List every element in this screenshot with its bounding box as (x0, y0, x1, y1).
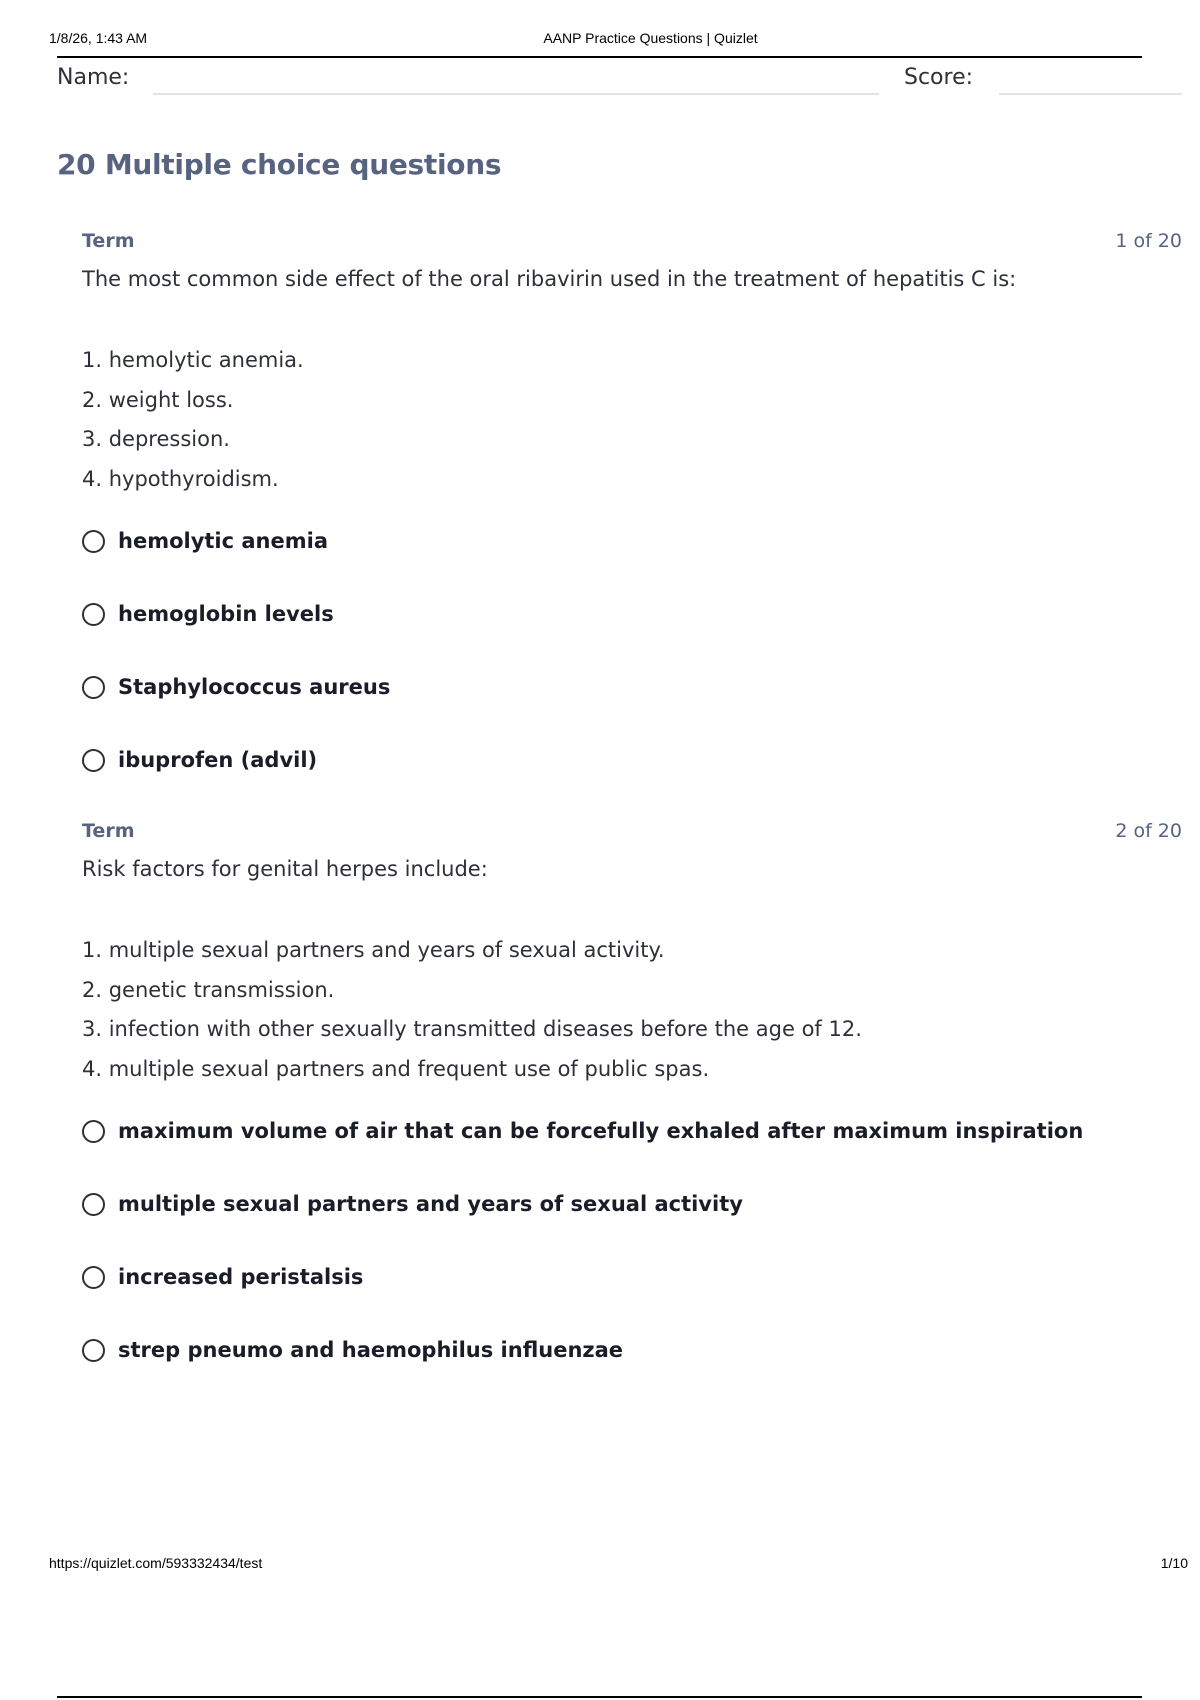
answer-label[interactable]: Staphylococcus aureus (118, 675, 391, 699)
name-label: Name: (57, 65, 130, 90)
radio-button[interactable] (82, 603, 105, 626)
question-counter: 1 of 20 (1115, 230, 1182, 252)
answer-choices (82, 1117, 1083, 1409)
radio-button[interactable] (82, 1120, 105, 1143)
answer-label[interactable]: multiple sexual partners and years of sexual activity (118, 1192, 743, 1216)
name-score-row (57, 63, 1182, 99)
question-text: The most common side effect of the oral ribavirin used in the treatment of hepatitis C is: (82, 267, 1017, 291)
answer-label[interactable]: ibuprofen (advil) (118, 748, 318, 772)
radio-button[interactable] (82, 749, 105, 772)
question-options (82, 345, 304, 503)
answer-choices (82, 527, 390, 819)
header-divider (57, 56, 1142, 58)
question-option: 4. hypothyroidism. (82, 466, 279, 491)
question-option: 1. hemolytic anemia. (82, 348, 304, 372)
radio-button[interactable] (82, 676, 105, 699)
radio-button[interactable] (82, 1266, 105, 1289)
answer-label[interactable]: strep pneumo and haemophilus influenzae (118, 1338, 624, 1362)
name-field[interactable] (153, 93, 879, 95)
answer-label[interactable]: hemoglobin levels (118, 602, 334, 626)
radio-button[interactable] (82, 1193, 105, 1216)
answer-choice[interactable] (82, 1336, 1083, 1409)
question-option: 4. multiple sexual partners and frequent use of public spas. (82, 1056, 710, 1081)
section-title: 20 Multiple choice questions (57, 148, 502, 181)
page-url: https://quizlet.com/593332434/test (49, 1555, 263, 1571)
page-number: 1/10 (1160, 1555, 1188, 1571)
answer-choice[interactable] (82, 527, 390, 600)
bottom-divider (57, 1696, 1142, 1698)
radio-button[interactable] (82, 1339, 105, 1362)
answer-choice[interactable] (82, 600, 390, 673)
question-option: 3. depression. (82, 427, 230, 451)
answer-choice[interactable] (82, 1190, 1083, 1263)
question-counter: 2 of 20 (1115, 820, 1182, 842)
term-label: Term (82, 820, 135, 842)
answer-choice[interactable] (82, 1263, 1083, 1336)
answer-label[interactable]: increased peristalsis (118, 1265, 364, 1289)
print-date: 1/8/26, 1:43 AM (49, 30, 148, 46)
print-document-title: AANP Practice Questions | Quizlet (543, 30, 758, 46)
question-option: 1. multiple sexual partners and years of sexual activity. (82, 938, 665, 962)
question-option: 2. genetic transmission. (82, 977, 335, 1002)
radio-button[interactable] (82, 530, 105, 553)
question-text: Risk factors for genital herpes include: (82, 857, 488, 881)
answer-choice[interactable] (82, 746, 390, 819)
print-header (49, 30, 1142, 46)
answer-label[interactable]: hemolytic anemia (118, 529, 328, 553)
answer-label[interactable]: maximum volume of air that can be forcefully exhaled after maximum inspiration (118, 1119, 1084, 1143)
question-option: 3. infection with other sexually transmitted diseases before the age of 12. (82, 1017, 862, 1041)
score-label: Score: (904, 65, 974, 90)
term-label: Term (82, 230, 135, 252)
question-options (82, 935, 862, 1093)
answer-choice[interactable] (82, 673, 390, 746)
score-field[interactable] (999, 93, 1182, 95)
answer-choice[interactable] (82, 1117, 1083, 1190)
question-option: 2. weight loss. (82, 387, 234, 412)
